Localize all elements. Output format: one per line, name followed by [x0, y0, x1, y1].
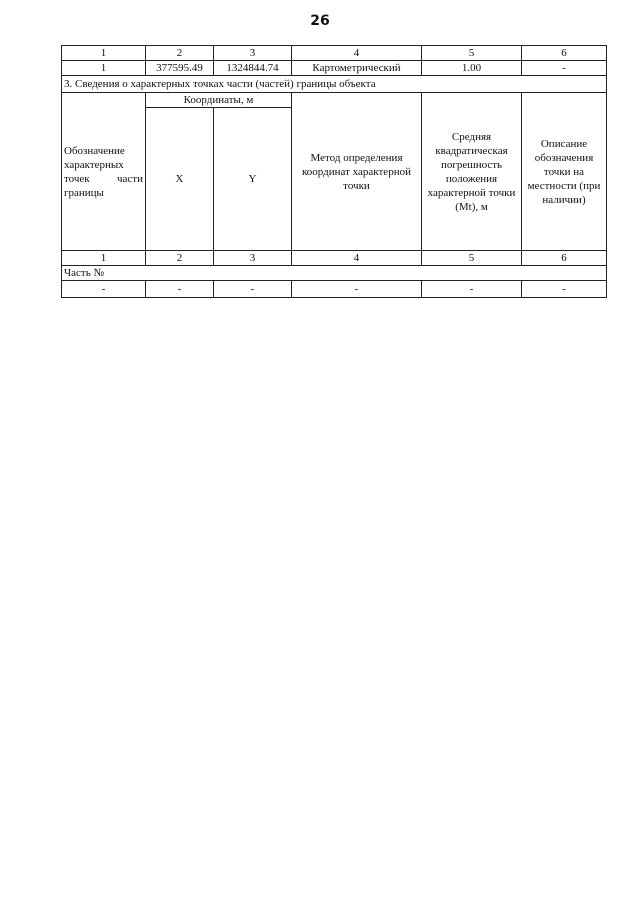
column-number-cell: 2: [146, 251, 214, 266]
x-coordinate-cell: 377595.49: [146, 61, 214, 76]
designation-header: [62, 93, 146, 251]
data-cell: -: [146, 281, 214, 298]
coordinates-header: Координаты, м: [146, 93, 292, 108]
column-number-cell: 3: [214, 251, 292, 266]
designation-header-line2: границы: [64, 186, 104, 199]
data-cell: -: [522, 281, 607, 298]
designation-header-line1: Обозначение характерных точек части: [64, 144, 143, 185]
data-cell: -: [292, 281, 422, 298]
table1-data-row: [62, 61, 607, 76]
table1-header-cell: 1: [62, 46, 146, 61]
error-cell: 1.00: [422, 61, 522, 76]
data-cell: -: [214, 281, 292, 298]
data-cell: -: [422, 281, 522, 298]
table1-header-cell: 3: [214, 46, 292, 61]
part-row: [62, 266, 607, 281]
column-number-cell: 5: [422, 251, 522, 266]
column-number-cell: 6: [522, 251, 607, 266]
error-header: Средняя квадратическая погрешность положения характерной точки (Mt), м: [422, 93, 522, 251]
table1-header-cell: 2: [146, 46, 214, 61]
x-header: X: [146, 108, 214, 251]
section-title-row: [62, 76, 607, 93]
method-cell: Картометрический: [292, 61, 422, 76]
column-number-cell: 4: [292, 251, 422, 266]
boundary-points-table: [61, 45, 607, 298]
table1-header-cell: 4: [292, 46, 422, 61]
part-label: Часть №: [62, 266, 607, 281]
section-numbers-row: [62, 251, 607, 266]
y-coordinate-cell: 1324844.74: [214, 61, 292, 76]
table1-header-cell: 6: [522, 46, 607, 61]
method-header: Метод определения координат характерной точки: [292, 93, 422, 251]
section-data-row: [62, 281, 607, 298]
description-header: Описание обозначения точки на местности (при наличии): [522, 93, 607, 251]
point-number-cell: 1: [62, 61, 146, 76]
table1-header-row: [62, 46, 607, 61]
section-title: 3. Сведения о характерных точках части (частей) границы объекта: [62, 76, 607, 93]
page-number: 26: [310, 13, 330, 29]
data-cell: -: [62, 281, 146, 298]
table1-header-cell: 5: [422, 46, 522, 61]
y-header: Y: [214, 108, 292, 251]
section-header-row-1: [62, 93, 607, 108]
column-number-cell: 1: [62, 251, 146, 266]
description-cell: -: [522, 61, 607, 76]
